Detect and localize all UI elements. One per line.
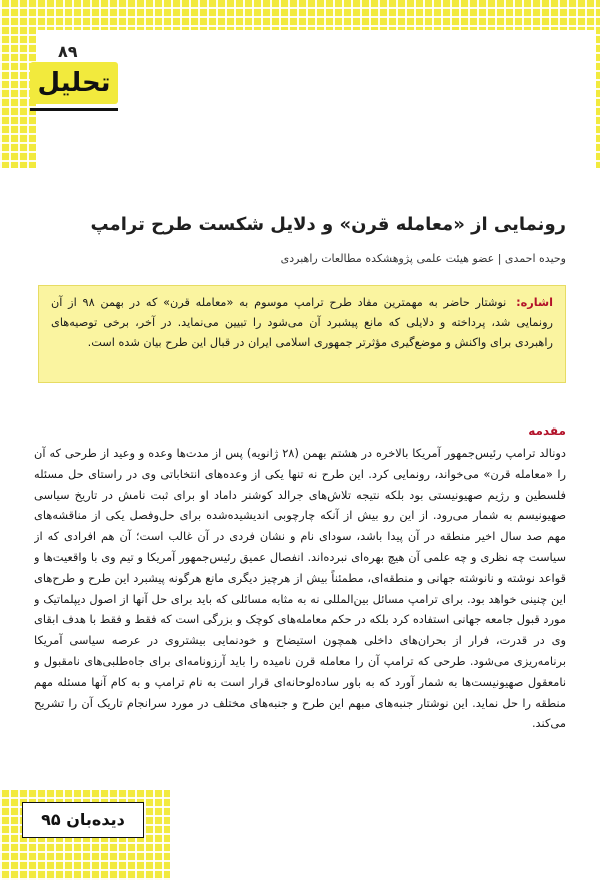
intro-heading: مقدمه — [528, 424, 566, 438]
header-blank-area — [36, 30, 596, 168]
page-number: ۸۹ — [58, 42, 78, 61]
intro-body: دونالد ترامپ رئیس‌جمهور آمریکا بالاخره در هشتم بهمن (۲۸ ژانویه) پس از مدت‌ها وعده و وعید از طرحی که آن را «معامله قرن» می‌خواند، رونمایی کرد. این طرح نه تنها یکی از وعده‌های انتخاباتی وی در راستای حل مسئله فلسطین و رژیم صهیونیستی بود بلکه نتیجه تلاش‌های جرالد کوشنر داماد او برای ثبت نامش در تاریخ سیاسی صهیونیسم به شمار می‌رود. از این رو بیش از آنکه چارچوبی اندیشیده‌شده برای حل‌وفصل یکی از مناقشه‌های مهم صد سال اخیر منطقه در آن پیدا باشد، سودای نام و نشان فردی در آن غالب است؛ آن هم افرادی که از سیاست چه نظری و چه علمی آن هیچ بهره‌ای نبرده‌اند. انفصال عمیق رئیس‌جمهور آمریکا و تیم وی با واقعیت‌ها و قواعد نوشته و نانوشته جهانی و منطقه‌ای، مطمئناً بیش از هرچیز دیگری مانع هرگونه پیشبرد این طرح و طرح‌های این چنینی خواهد بود. برای ترامپ مسائل بین‌المللی نه به مثابه مسائلی که باید برای حل آنها از اصول دیپلماتیک و مورد قبول جامعه جهانی استفاده کرد بلکه در حکم معامله‌های کوچک و بزرگی است که فقط و فقط با هدف ابقای وی در قدرت، فرار از بحران‌های داخلی همچون استیضاح و خودنمایی بیشتروی در عرصه سیاسی آمریکا برنامه‌ریزی می‌شود. طرحی که ترامپ آن را معامله قرن نامیده را باید آرزونامه‌ای برای جاه‌طلبی‌های نامقبول و نامعقول صهیونیست‌ها به شمار آورد که به باور ساده‌لوحانه‌ای قرار است به نام ترامپ و به کام آنها مسئله مهم منطقه را حل نماید. این نوشتار جنبه‌های مبهم این طرح و جنبه‌های مختلف در مورد سرانجام تاریک آن را تشریح می‌کند. — [34, 446, 566, 731]
author-line: وحیده احمدی | عضو هیئت علمی پژوهشکده مطالعات راهبردی — [280, 252, 566, 265]
magazine-logo — [22, 802, 144, 838]
abstract-text: نوشتار حاضر به مهمترین مفاد طرح ترامپ موسوم به «معامله قرن» که در بهمن ۹۸ از آن رونمایی شد، پرداخته و دلایلی که مانع پیشبرد آن می‌شود را تبیین می‌نماید. در آخر، برخی توصیه‌های راهبردی برای واکنش و موضع‌گیری مؤثرتر جمهوری اسلامی ایران در قبال این طرح بیان شده است. — [51, 296, 553, 349]
section-logo-text: تحلیل — [37, 68, 111, 98]
article-title: رونمایی از «معامله قرن» و دلایل شکست طرح ترامپ — [90, 214, 566, 235]
abstract-box — [38, 285, 566, 383]
section-logo — [30, 62, 118, 104]
magazine-logo-text: دیده‌بان ۹۵ — [41, 810, 125, 829]
abstract-label: اشاره: — [516, 296, 553, 309]
section-divider — [30, 108, 118, 111]
